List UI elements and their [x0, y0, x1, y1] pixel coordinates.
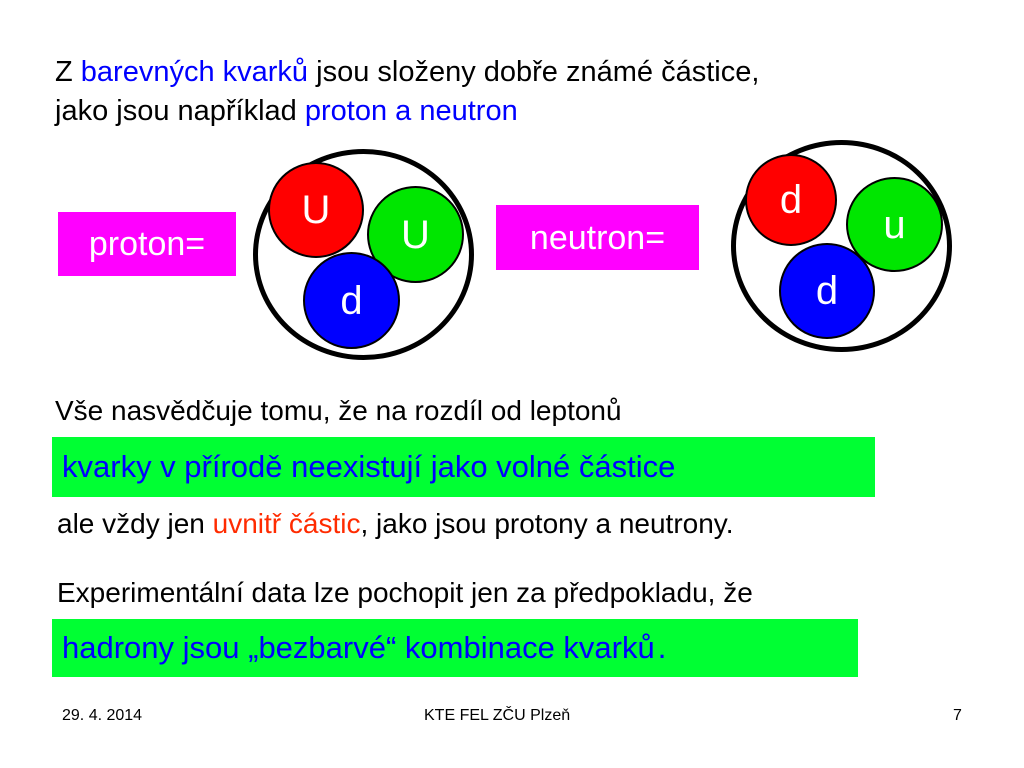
- highlight-box-free-quarks: [52, 437, 875, 497]
- proton-label: proton=: [58, 212, 236, 276]
- intro-text: jako jsou například: [55, 95, 305, 127]
- intro-highlight-colored-quarks: barevných kvarků: [80, 56, 309, 88]
- intro-line-2: [55, 94, 518, 128]
- neutron-quark-1: d: [745, 154, 837, 246]
- footer-institution: KTE FEL ZČU Plzeň: [424, 707, 571, 724]
- experimental-line: Experimentální data lze pochopit jen za předpokladu, že: [57, 577, 753, 608]
- intro-text: Z: [55, 56, 81, 88]
- proton-quark-2: U: [367, 186, 464, 283]
- proton-quark-3: d: [303, 252, 400, 349]
- highlight-box-colorless: [52, 619, 858, 677]
- highlight-text-colorless: hadrony jsou „bezbarvé“ kombinace kvarků: [62, 630, 655, 665]
- neutron-quark-2: u: [846, 177, 943, 272]
- neutron-quark-3: d: [779, 243, 875, 339]
- inside-particles-line: ale vždy jen uvnitř částic, jako jsou protony a neutrony.: [57, 508, 734, 539]
- proton-quark-1: U: [268, 162, 364, 258]
- highlight-text-period: .: [657, 630, 667, 665]
- statement-line: Vše nasvědčuje tomu, že na rozdíl od leptonů: [55, 395, 622, 426]
- footer-page-number: 7: [953, 707, 962, 724]
- intro-highlight-proton-neutron: proton a neutron: [304, 95, 518, 127]
- intro-line-1: [55, 55, 759, 89]
- neutron-label: neutron=: [496, 205, 699, 270]
- inside-particles-highlight: uvnitř částic: [212, 508, 361, 539]
- intro-text: jsou složeny dobře známé částice,: [308, 56, 760, 88]
- highlight-text-free-quarks: kvarky v přírodě neexistují jako volné částice: [62, 449, 676, 484]
- footer-date: 29. 4. 2014: [62, 707, 143, 724]
